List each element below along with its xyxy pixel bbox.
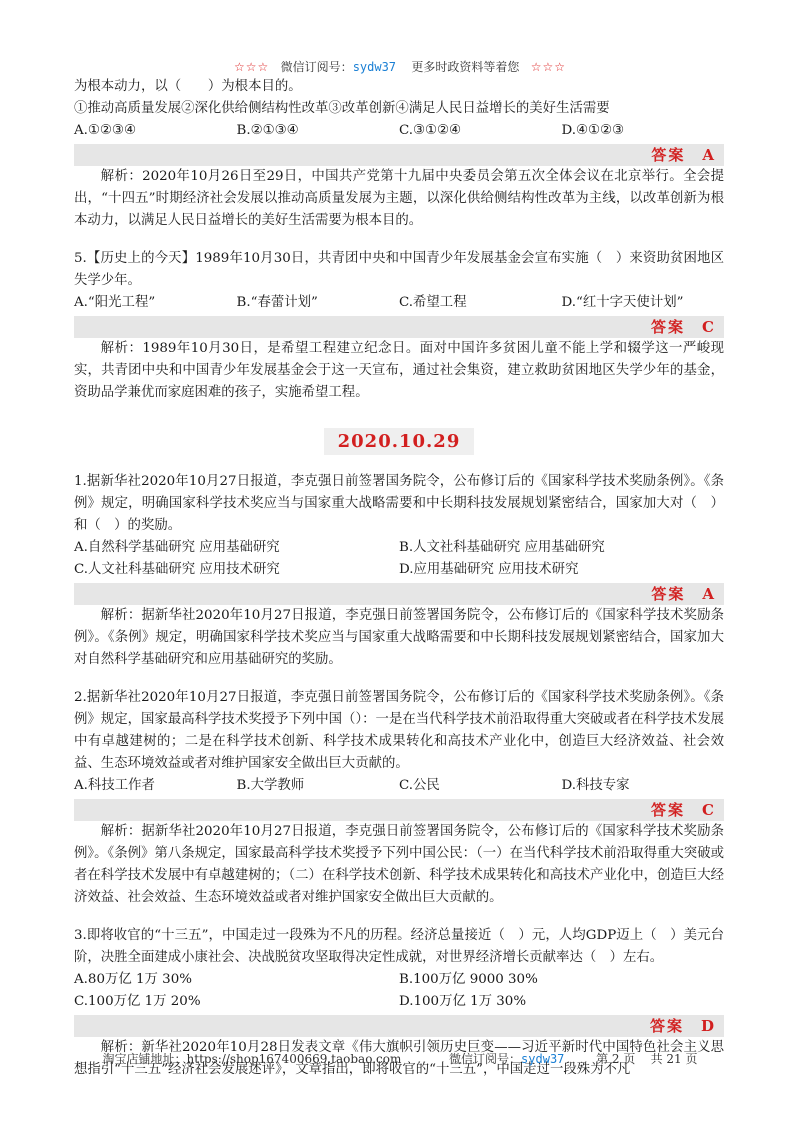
header-label: 微信订阅号： <box>280 60 353 74</box>
option-d: D.100万亿 1万 30% <box>399 994 527 1009</box>
answer-bar: 答案 A <box>74 144 724 166</box>
page-header <box>0 58 800 75</box>
option-d: D.应用基础研究 应用技术研究 <box>399 562 579 577</box>
option-d: D.科技专家 <box>561 778 630 793</box>
option-b: B.100万亿 9000 30% <box>399 972 538 987</box>
d1-stem: 1.据新华社2020年10月27日报道，李克强日前签署国务院令，公布修订后的《国家科学技术奖励条例》。《条例》规定，明确国家科学技术奖应当与国家重大战略需要和中长期科技发展规划紧密结合，国家加大对（ ）和（ ）的奖励。 <box>74 474 724 533</box>
d3-options <box>74 969 724 1013</box>
option-b: B.“春蕾计划” <box>236 295 318 310</box>
header-text: 更多时政资料等着您 <box>411 60 520 74</box>
star-icon: ☆☆☆ <box>233 60 270 74</box>
answer-bar: 答案 A <box>74 583 724 605</box>
option-c: C.③①②④ <box>399 123 462 138</box>
option-b: B.人文社科基础研究 应用基础研究 <box>399 540 605 555</box>
page-total: 共 21 页 <box>650 1052 698 1066</box>
option-b: B.②①③④ <box>236 123 299 138</box>
option-a: A.①②③④ <box>74 123 136 138</box>
page-footer <box>0 1050 800 1067</box>
option-a: A.80万亿 1万 30% <box>74 972 192 987</box>
option-b: B.大学教师 <box>236 778 305 793</box>
header-wechat-id: sydw37 <box>352 60 397 74</box>
option-c: C.100万亿 1万 20% <box>74 994 201 1009</box>
option-d: D.④①②③ <box>561 123 625 138</box>
q4-options <box>74 120 724 142</box>
option-c: C.公民 <box>399 778 440 793</box>
d1-options <box>74 537 724 581</box>
star-icon: ☆☆☆ <box>530 60 567 74</box>
d3-stem: 3.即将收官的“十三五”，中国走过一段殊为不凡的历程。经济总量接近（ ）元，人均GDP迈上（ ）美元台阶，决胜全面建成小康社会、决战脱贫攻坚取得决定性成就，对世界经济增长贡献率达（ ）左右。 <box>74 928 724 965</box>
answer-bar: 答案 D <box>74 1015 724 1037</box>
q4-choices: ①推动高质量发展②深化供给侧结构性改革③改革创新④满足人民日益增长的美好生活需要 <box>74 101 610 116</box>
d2-explanation: 解析：据新华社2020年10月27日报道，李克强日前签署国务院令，公布修订后的《国家科学技术奖励条例》。《条例》第八条规定，国家最高科学技术奖授予下列中国公民：（一）在当代科学技术前沿取得重大突破或者在科学技术发展中有卓越建树的；（二）在科学技术创新、科学技术成果转化和高技术产业化中，创造巨大经济效益、社会效益、生态环境效益或者对维护国家安全做出巨大贡献的。 <box>74 824 724 905</box>
q5-stem: 5.【历史上的今天】1989年10月30日，共青团中央和中国青少年发展基金会宣布实施（ ）来资助贫困地区失学少年。 <box>74 251 724 288</box>
footer-shop-link[interactable]: https://shop167400669.taobao.com <box>186 1052 402 1066</box>
q5-options <box>74 292 724 314</box>
footer-shop-label: 淘宝店铺地址： <box>102 1052 187 1066</box>
d2-stem: 2.据新华社2020年10月27日报道，李克强日前签署国务院令，公布修订后的《国家科学技术奖励条例》。《条例》规定，国家最高科学技术奖授予下列中国（）：一是在当代科学技术前沿取得重大突破或者在科学技术发展中有卓越建树的；二是在科学技术创新、科学技术成果转化和高技术产业化中，创造巨大经济效益、社会效益、生态环境效益或者对维护国家安全做出巨大贡献的。 <box>74 690 724 771</box>
date-label: 2020.10.29 <box>324 428 475 455</box>
d2-options <box>74 775 724 797</box>
q4-stem-tail: 为根本动力，以（ ）为根本目的。 <box>74 79 302 94</box>
answer-bar: 答案 C <box>74 316 724 338</box>
page-number: 第 2 页 <box>596 1052 636 1066</box>
footer-wechat-id: sydw37 <box>521 1052 565 1066</box>
q5-explanation: 解析：1989年10月30日，是希望工程建立纪念日。面对中国许多贫困儿童不能上学和辍学这一严峻现实，共青团中央和中国青少年发展基金会于这一天宣布，通过社会集资，建立救助贫困地区失学少年的基金，资助品学兼优而家庭困难的孩子，实施希望工程。 <box>74 341 724 400</box>
q4-explanation: 解析：2020年10月26日至29日，中国共产党第十九届中央委员会第五次全体会议在北京举行。全会提出，“十四五”时期经济社会发展以推动高质量发展为主题，以深化供给侧结构性改革为主线，以改革创新为根本动力，以满足人民日益增长的美好生活需要为根本目的。 <box>74 169 724 228</box>
d1-explanation: 解析：据新华社2020年10月27日报道，李克强日前签署国务院令，公布修订后的《国家科学技术奖励条例》。《条例》规定，明确国家科学技术奖应当与国家重大战略需要和中长期科技发展规划紧密结合，国家加大对自然科学基础研究和应用基础研究的奖励。 <box>74 608 724 667</box>
footer-wechat-label: 微信订阅号： <box>449 1052 522 1066</box>
option-c: C.希望工程 <box>399 295 467 310</box>
answer-bar: 答案 C <box>74 799 724 821</box>
option-c: C.人文社科基础研究 应用技术研究 <box>74 562 280 577</box>
content <box>74 76 724 1081</box>
d3-explanation: 解析：新华社2020年10月28日发表文章《伟大旗帜引领历史巨变——习近平新时代中国特色社会主义思想指引“十三五”经济社会发展述评》，文章指出，即将收官的“十三五”，中国走过一段殊为不凡 <box>74 1040 724 1077</box>
option-a: A.自然科学基础研究 应用基础研究 <box>74 540 280 555</box>
date-heading <box>74 428 724 455</box>
option-d: D.“红十字天使计划” <box>561 295 684 310</box>
option-a: A.科技工作者 <box>74 778 155 793</box>
option-a: A.“阳光工程” <box>74 295 156 310</box>
